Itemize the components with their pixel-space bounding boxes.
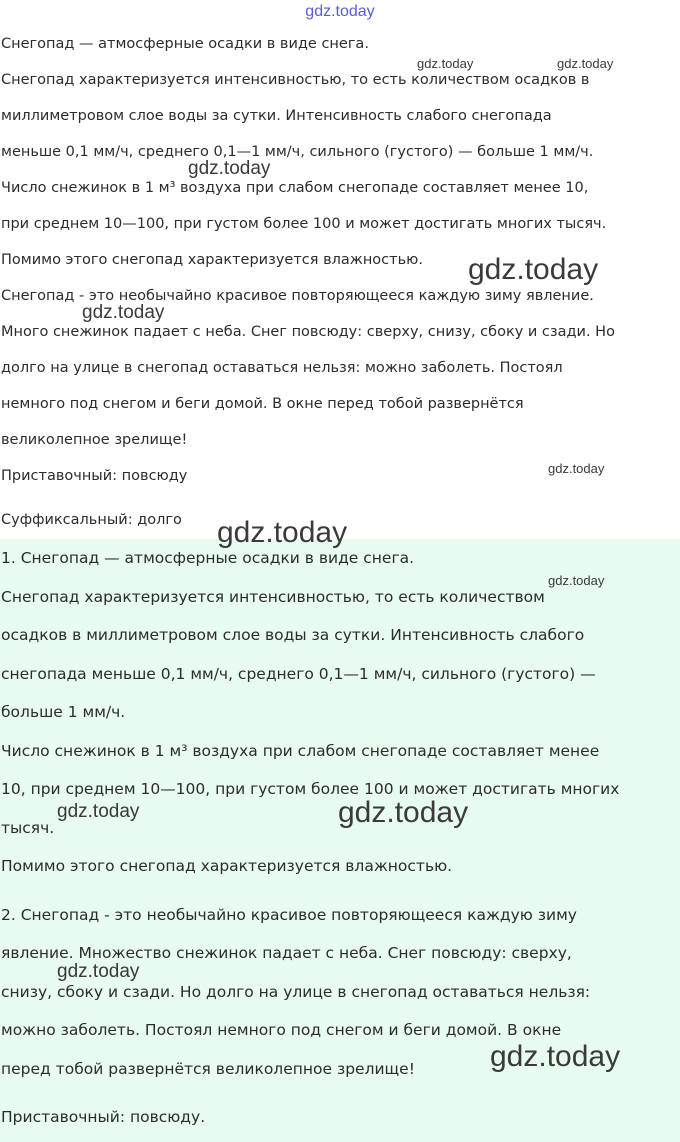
- watermark: gdz.today: [548, 461, 605, 476]
- text-line: долго на улице в снегопад оставаться нельзя: можно заболеть. Постоял: [1, 360, 563, 376]
- text-line: Снегопад характеризуется интенсивностью, то есть количеством осадков в: [1, 72, 590, 88]
- text-line: миллиметровом слое воды за сутки. Интенсивность слабого снегопада: [1, 108, 552, 124]
- watermark: gdz.today: [490, 1040, 621, 1073]
- watermark: gdz.today: [57, 961, 140, 982]
- text-line: осадков в миллиметровом слое воды за сутки. Интенсивность слабого: [1, 626, 585, 644]
- text-line: снизу, сбоку и сзади. Но долго на улице в снегопад оставаться нельзя:: [1, 982, 591, 1001]
- watermark: gdz.today: [338, 796, 469, 829]
- text-line: 10, при среднем 10—100, при густом более 100 и может достигать многих: [1, 780, 620, 798]
- text-line: Много снежинок падает с неба. Снег повсюду: сверху, снизу, сбоку и сзади. Но: [1, 324, 615, 340]
- text-line: Приставочный: повсюду.: [1, 1108, 206, 1126]
- watermark: gdz.today: [557, 56, 614, 71]
- header-watermark: gdz.today: [305, 3, 375, 20]
- text-line: 1. Снегопад — атмосферные осадки в виде снега.: [1, 549, 415, 567]
- text-line: больше 1 мм/ч.: [1, 703, 126, 721]
- text-line: при среднем 10—100, при густом более 100 и может достигать многих тысяч.: [1, 216, 607, 232]
- text-line: Снегопад характеризуется интенсивностью, то есть количеством: [1, 587, 545, 606]
- watermark: gdz.today: [188, 158, 271, 179]
- watermark: gdz.today: [82, 302, 165, 323]
- watermark: gdz.today: [417, 56, 474, 71]
- text-line: меньше 0,1 мм/ч, среднего 0,1—1 мм/ч, сильного (густого) — больше 1 мм/ч.: [1, 144, 594, 160]
- text-line: тысяч.: [1, 818, 55, 837]
- text-line: снегопада меньше 0,1 мм/ч, среднего 0,1—1 мм/ч, сильного (густого) —: [1, 664, 596, 683]
- watermark: gdz.today: [548, 573, 605, 588]
- text-line: можно заболеть. Постоял немного под снегом и беги домой. В окне: [1, 1021, 562, 1039]
- text-line: Снегопад — атмосферные осадки в виде снега.: [1, 36, 369, 52]
- text-line: Суффиксальный: долго: [1, 512, 182, 528]
- text-line: явление. Множество снежинок падает с неба. Снег повсюду: сверху,: [1, 944, 572, 962]
- watermark: gdz.today: [217, 516, 348, 549]
- text-line: Приставочный: повсюду: [1, 468, 188, 484]
- text-line: Число снежинок в 1 м³ воздуха при слабом снегопаде составляет менее: [1, 741, 600, 760]
- text-line: Снегопад - это необычайно красивое повторяющееся каждую зиму явление.: [1, 288, 594, 304]
- text-line: великолепное зрелище!: [1, 432, 188, 448]
- text-line: Помимо этого снегопад характеризуется влажностью.: [1, 252, 423, 268]
- text-line: 2. Снегопад - это необычайно красивое повторяющееся каждую зиму: [1, 905, 577, 924]
- text-line: перед тобой развернётся великолепное зрелище!: [1, 1059, 415, 1078]
- text-line: Помимо этого снегопад характеризуется влажностью.: [1, 857, 453, 875]
- text-line: Число снежинок в 1 м³ воздуха при слабом снегопаде составляет менее 10,: [1, 180, 589, 196]
- text-line: немного под снегом и беги домой. В окне перед тобой развернётся: [1, 396, 524, 412]
- watermark: gdz.today: [57, 801, 140, 822]
- watermark: gdz.today: [468, 253, 599, 286]
